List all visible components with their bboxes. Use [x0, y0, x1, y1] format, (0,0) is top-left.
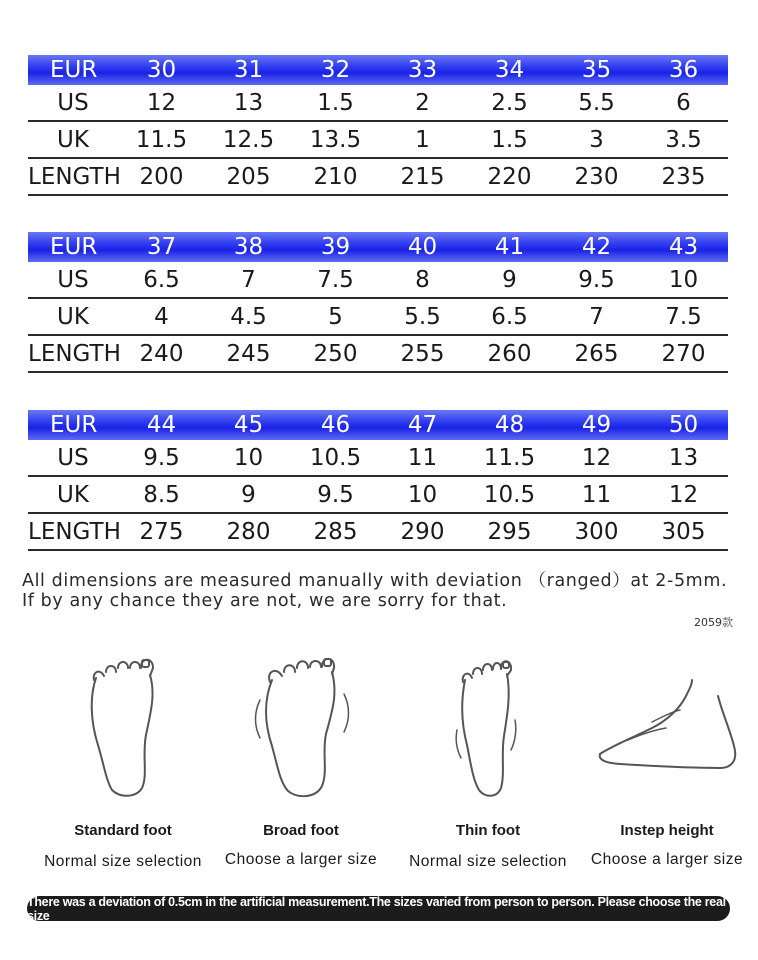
eur-row	[28, 55, 728, 85]
deviation-banner: There was a deviation of 0.5cm in the artificial measurement.The sizes varied from person to person. Please choose the real size	[27, 896, 730, 921]
uk-cell: 10	[407, 481, 438, 508]
us-cell: 10	[668, 266, 699, 293]
foot-title: Instep height	[620, 822, 714, 839]
uk-cell: 4.5	[230, 303, 267, 330]
us-cell: 10.5	[309, 444, 362, 471]
uk-cell: 12	[668, 481, 699, 508]
length-cell: 230	[574, 163, 619, 190]
row-label: LENGTH	[28, 163, 121, 190]
us-row	[28, 262, 728, 299]
eur-cell: 37	[146, 234, 177, 260]
us-cell: 1.5	[317, 89, 354, 116]
us-cell: 8	[415, 266, 430, 293]
uk-cell: 1.5	[491, 126, 528, 153]
length-cell: 285	[313, 518, 358, 545]
us-cell: 5.5	[578, 89, 615, 116]
uk-cell: 10.5	[483, 481, 536, 508]
uk-cell: 9.5	[317, 481, 354, 508]
us-cell: 12	[581, 444, 612, 471]
length-cell: 280	[226, 518, 271, 545]
row-label: EUR	[50, 412, 98, 438]
foot-type-standard	[28, 650, 218, 880]
uk-cell: 5	[328, 303, 343, 330]
length-row	[28, 336, 728, 373]
us-cell: 6.5	[143, 266, 180, 293]
eur-cell: 38	[233, 234, 264, 260]
foot-title: Standard foot	[74, 822, 172, 839]
foot-title: Thin foot	[455, 822, 521, 839]
length-cell: 255	[400, 340, 445, 367]
uk-cell: 9	[241, 481, 256, 508]
foot-desc: Choose a larger size	[224, 851, 378, 868]
row-label: UK	[57, 126, 89, 153]
eur-cell: 36	[668, 57, 699, 83]
uk-cell: 4	[154, 303, 169, 330]
eur-cell: 33	[407, 57, 438, 83]
uk-row	[28, 477, 728, 514]
eur-cell: 30	[146, 57, 177, 83]
eur-cell: 31	[233, 57, 264, 83]
us-cell: 6	[676, 89, 691, 116]
eur-cell: 50	[668, 412, 699, 438]
foot-type-broad	[206, 650, 396, 880]
length-cell: 210	[313, 163, 358, 190]
size-table-3	[28, 410, 728, 551]
eur-cell: 35	[581, 57, 612, 83]
eur-cell: 32	[320, 57, 351, 83]
eur-cell: 44	[146, 412, 177, 438]
uk-row	[28, 299, 728, 336]
length-cell: 295	[487, 518, 532, 545]
uk-cell: 8.5	[143, 481, 180, 508]
foot-desc: Choose a larger size	[590, 851, 744, 868]
uk-cell: 11	[581, 481, 612, 508]
us-cell: 10	[233, 444, 264, 471]
eur-cell: 39	[320, 234, 351, 260]
size-table-2	[28, 232, 728, 373]
length-cell: 250	[313, 340, 358, 367]
apology-notice: If by any chance they are not, we are sorry for that.	[22, 591, 508, 611]
row-label: US	[57, 89, 89, 116]
eur-row	[28, 232, 728, 262]
length-cell: 245	[226, 340, 271, 367]
product-code: 2059款	[694, 616, 733, 629]
row-label: UK	[57, 481, 89, 508]
broad-foot-icon	[206, 650, 396, 800]
foot-title: Broad foot	[263, 822, 339, 839]
size-table-1	[28, 55, 728, 196]
length-cell: 240	[139, 340, 184, 367]
length-cell: 235	[661, 163, 706, 190]
us-cell: 12	[146, 89, 177, 116]
uk-cell: 11.5	[135, 126, 188, 153]
us-cell: 9.5	[578, 266, 615, 293]
length-cell: 205	[226, 163, 271, 190]
measurement-notice: All dimensions are measured manually with deviation （ranged）at 2-5mm.	[22, 571, 728, 591]
us-cell: 9.5	[143, 444, 180, 471]
thin-foot-icon	[393, 650, 583, 800]
length-cell: 260	[487, 340, 532, 367]
uk-cell: 5.5	[404, 303, 441, 330]
eur-cell: 43	[668, 234, 699, 260]
row-label: EUR	[50, 57, 98, 83]
us-cell: 2	[415, 89, 430, 116]
uk-cell: 12.5	[222, 126, 275, 153]
eur-cell: 45	[233, 412, 264, 438]
foot-type-thin	[393, 650, 583, 880]
eur-cell: 47	[407, 412, 438, 438]
foot-desc: Normal size selection	[44, 853, 202, 870]
us-cell: 9	[502, 266, 517, 293]
eur-cell: 46	[320, 412, 351, 438]
uk-row	[28, 122, 728, 159]
eur-row	[28, 410, 728, 440]
length-cell: 220	[487, 163, 532, 190]
us-cell: 11	[407, 444, 438, 471]
length-cell: 275	[139, 518, 184, 545]
uk-cell: 13.5	[309, 126, 362, 153]
us-cell: 7	[241, 266, 256, 293]
row-label: US	[57, 444, 89, 471]
eur-cell: 40	[407, 234, 438, 260]
standard-foot-icon	[28, 650, 218, 800]
us-cell: 11.5	[483, 444, 536, 471]
us-cell: 13	[668, 444, 699, 471]
length-cell: 290	[400, 518, 445, 545]
row-label: US	[57, 266, 89, 293]
row-label: LENGTH	[28, 518, 121, 545]
foot-desc: Normal size selection	[409, 853, 567, 870]
uk-cell: 7	[589, 303, 604, 330]
row-label: EUR	[50, 234, 98, 260]
uk-cell: 3	[589, 126, 604, 153]
length-cell: 200	[139, 163, 184, 190]
instep-height-icon	[572, 650, 758, 800]
length-cell: 265	[574, 340, 619, 367]
eur-cell: 48	[494, 412, 525, 438]
eur-cell: 41	[494, 234, 525, 260]
row-label: LENGTH	[28, 340, 121, 367]
us-row	[28, 85, 728, 122]
length-cell: 215	[400, 163, 445, 190]
uk-cell: 1	[415, 126, 430, 153]
eur-cell: 49	[581, 412, 612, 438]
row-label: UK	[57, 303, 89, 330]
uk-cell: 7.5	[665, 303, 702, 330]
eur-cell: 34	[494, 57, 525, 83]
us-cell: 2.5	[491, 89, 528, 116]
foot-type-instep	[572, 650, 758, 880]
us-row	[28, 440, 728, 477]
eur-cell: 42	[581, 234, 612, 260]
us-cell: 7.5	[317, 266, 354, 293]
length-cell: 305	[661, 518, 706, 545]
length-cell: 300	[574, 518, 619, 545]
uk-cell: 6.5	[491, 303, 528, 330]
us-cell: 13	[233, 89, 264, 116]
length-row	[28, 159, 728, 196]
uk-cell: 3.5	[665, 126, 702, 153]
length-row	[28, 514, 728, 551]
length-cell: 270	[661, 340, 706, 367]
